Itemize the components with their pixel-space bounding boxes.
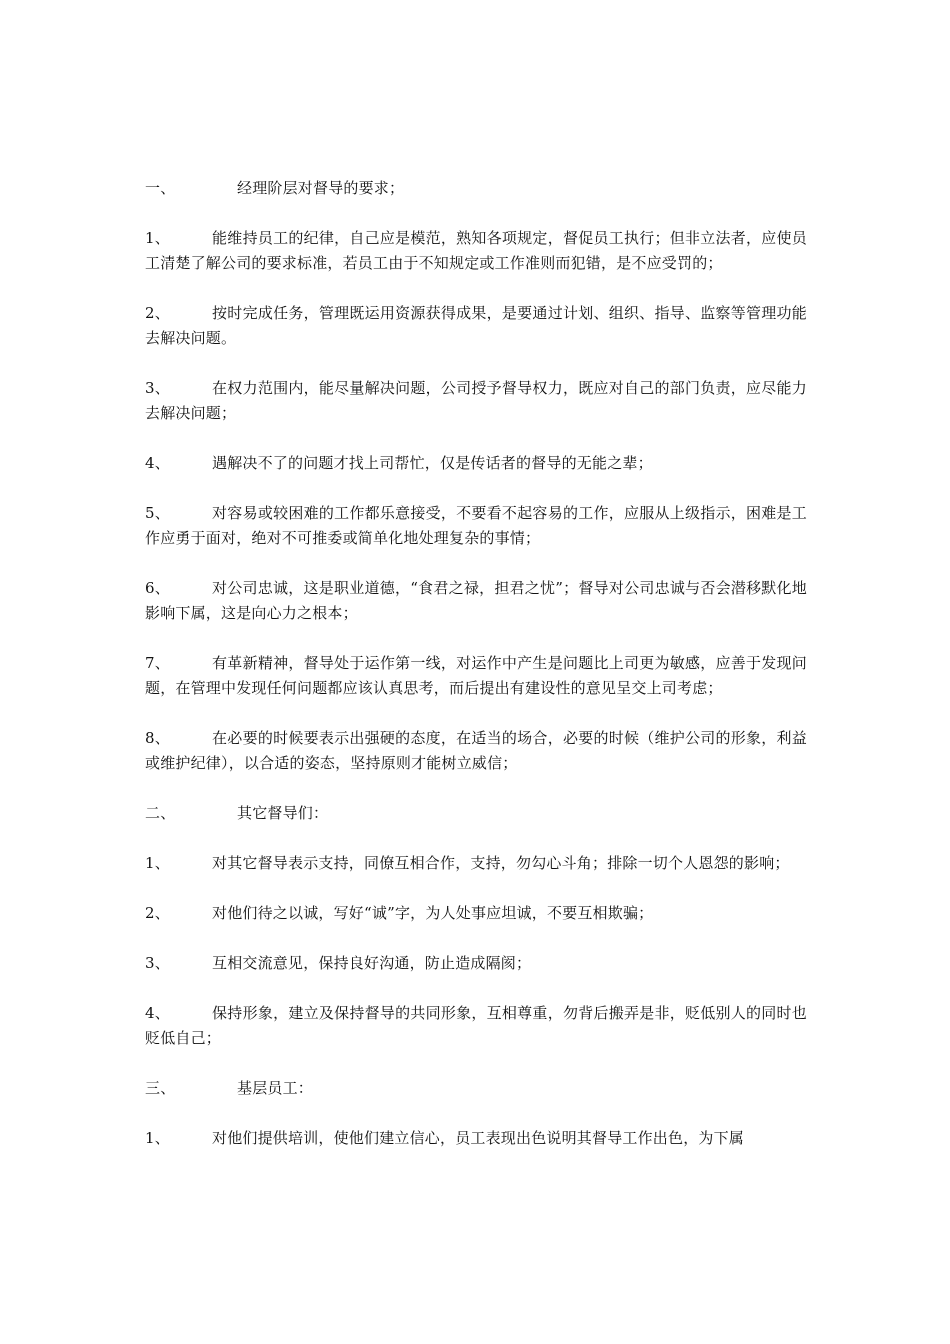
- item-text: 保持形象，建立及保持督导的共同形象，互相尊重，勿背后搬弄是非，贬低别人的同时也贬低自己；: [145, 1004, 807, 1047]
- item-number: 2、: [145, 304, 170, 322]
- item-text: 遇解决不了的问题才找上司帮忙，仅是传话者的督导的无能之辈；: [212, 454, 653, 472]
- list-item: [145, 226, 807, 276]
- section-number: 二、: [145, 804, 176, 822]
- item-text: 对容易或较困难的工作都乐意接受，不要看不起容易的工作，应服从上级指示，困难是工作应勇于面对，绝对不可推委或简单化地处理复杂的事情；: [145, 504, 807, 547]
- item-number: 4、: [145, 454, 170, 472]
- item-text: 对其它督导表示支持，同僚互相合作，支持，勿勾心斗角；排除一切个人恩怨的影响；: [212, 854, 790, 872]
- list-item: [145, 901, 807, 926]
- item-text: 按时完成任务，管理既运用资源获得成果，是要通过计划、组织、指导、监察等管理功能去解决问题。: [145, 304, 807, 347]
- list-item: [145, 651, 807, 701]
- section-title: 其它督导们：: [237, 804, 329, 822]
- section-title: 基层员工：: [237, 1079, 314, 1097]
- item-number: 5、: [145, 504, 170, 522]
- section-heading: [145, 1076, 807, 1101]
- item-number: 1、: [145, 229, 170, 247]
- item-number: 4、: [145, 1004, 170, 1022]
- item-text: 在必要的时候要表示出强硬的态度，在适当的场合，必要的时候（维护公司的形象，利益或维护纪律），以合适的姿态，坚持原则才能树立威信；: [145, 729, 807, 772]
- section-heading: [145, 176, 807, 201]
- list-item: [145, 451, 807, 476]
- item-number: 2、: [145, 904, 170, 922]
- list-item: [145, 576, 807, 626]
- item-text: 互相交流意见，保持良好沟通，防止造成隔阂；: [212, 954, 532, 972]
- list-item: [145, 301, 807, 351]
- item-number: 6、: [145, 579, 170, 597]
- item-text: 能维持员工的纪律，自己应是模范，熟知各项规定，督促员工执行；但非立法者，应使员工清楚了解公司的要求标准，若员工由于不知规定或工作准则而犯错，是不应受罚的；: [145, 229, 807, 272]
- item-text: 对他们待之以诚，写好“诚”字，为人处事应坦诚，不要互相欺骗；: [212, 904, 654, 922]
- list-item: [145, 726, 807, 776]
- item-number: 7、: [145, 654, 170, 672]
- list-item: [145, 1001, 807, 1051]
- section-title: 经理阶层对督导的要求；: [237, 179, 405, 197]
- document-body: [145, 176, 807, 1176]
- item-number: 1、: [145, 1129, 170, 1147]
- item-text: 对他们提供培训，使他们建立信心，员工表现出色说明其督导工作出色，为下属: [212, 1129, 745, 1147]
- item-text: 在权力范围内，能尽量解决问题，公司授予督导权力，既应对自己的部门负责，应尽能力去解决问题；: [145, 379, 807, 422]
- list-item: [145, 376, 807, 426]
- list-item: [145, 851, 807, 876]
- item-number: 3、: [145, 379, 170, 397]
- section-number: 三、: [145, 1079, 176, 1097]
- section-heading: [145, 801, 807, 826]
- item-number: 8、: [145, 729, 170, 747]
- item-number: 3、: [145, 954, 170, 972]
- section-number: 一、: [145, 179, 176, 197]
- list-item: [145, 501, 807, 551]
- item-text: 有革新精神，督导处于运作第一线，对运作中产生是问题比上司更为敏感，应善于发现问题，在管理中发现任何问题都应该认真思考，而后提出有建设性的意见呈交上司考虑；: [145, 654, 807, 697]
- list-item: [145, 1126, 807, 1151]
- item-text: 对公司忠诚，这是职业道德，“食君之禄，担君之忧”；督导对公司忠诚与否会潜移默化地影响下属，这是向心力之根本；: [145, 579, 807, 622]
- item-number: 1、: [145, 854, 170, 872]
- list-item: [145, 951, 807, 976]
